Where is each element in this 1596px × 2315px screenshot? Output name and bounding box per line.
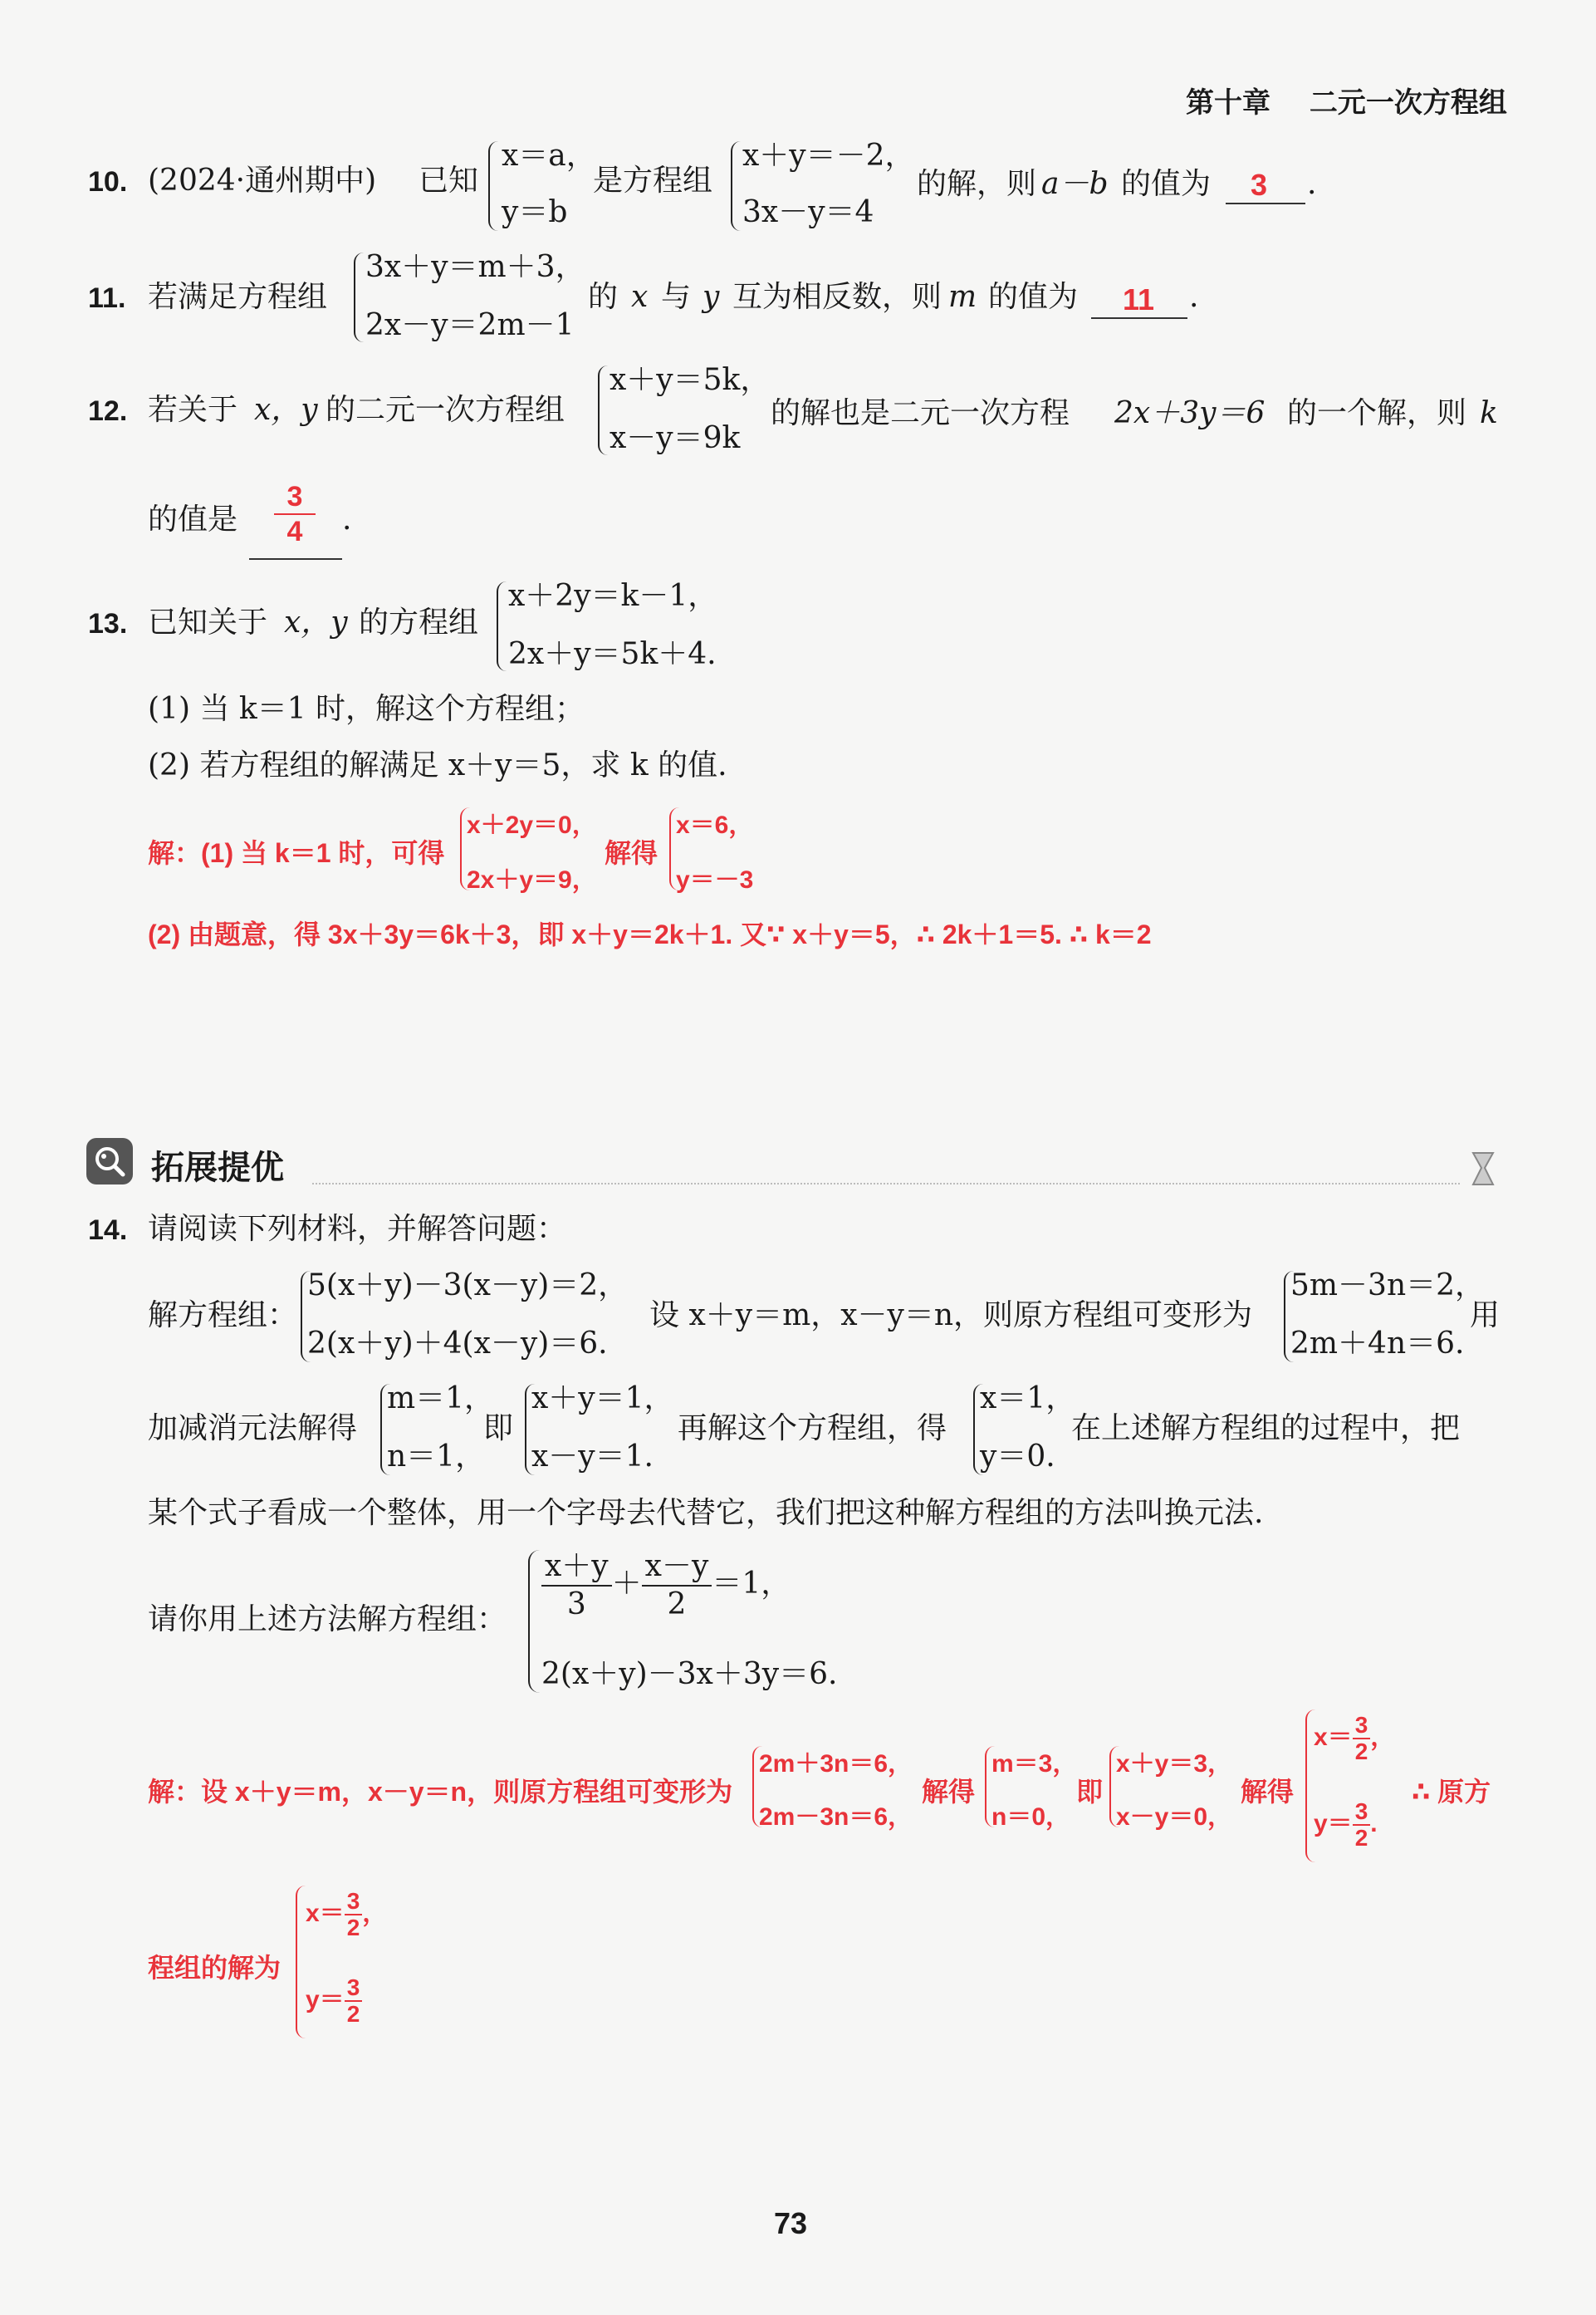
variable: m [948,280,977,314]
equation: x＋2y＝0， [467,812,597,839]
question-text: 请你用上述方法解方程组： [148,1602,507,1636]
variable: x＝ [1314,1723,1353,1751]
solution-text: 解：设 x＋y＝m，x－y＝n，则原方程组可变形为 [148,1777,733,1807]
question-number: 13. [88,608,128,640]
solution-text: ∴ 原方 [1412,1777,1491,1807]
equation: 5(x＋y)－3(x－y)＝2， [307,1268,629,1302]
equation: y＝0. [980,1440,1055,1474]
question-text: 的 [588,280,619,314]
equation: y＝－3 [676,866,754,894]
equation [306,1975,362,2027]
equation: x＝1， [980,1381,1076,1415]
brace [296,1886,306,2038]
answer-blank [249,558,342,560]
answer: 3 [1251,168,1268,202]
equation: x－y＝1. [531,1440,654,1474]
equation: x＋y＝1， [531,1381,674,1415]
question-text: 的解也是二元一次方程 [771,396,1070,430]
variable: y [703,280,720,314]
variable: y＝ [306,1985,345,2013]
question-text: 已知 [419,164,479,198]
equation: x＝a， [502,139,596,173]
answer-blank [1091,317,1187,319]
answer-fraction [274,480,316,548]
fraction-denominator: 2 [667,1587,687,1621]
equation: 2(x＋y)－3x＋3y＝6. [541,1657,838,1691]
solution-text: 解得 [1241,1777,1295,1807]
equation: m＝3， [991,1750,1078,1778]
page-number: 73 [774,2206,808,2240]
equation: 3x＋y＝m＋3， [365,250,585,284]
fraction-numerator: x－y [642,1548,712,1587]
equation [306,1889,387,1940]
expression: a－b [1041,167,1109,201]
variables: x，y [284,606,348,640]
variable: x＝ [306,1899,345,1927]
question-text: 设 x＋y＝m，x－y＝n，则原方程组可变形为 [649,1298,1253,1332]
equation [541,1548,791,1623]
brace [497,581,507,671]
equation: x＋2y＝k－1， [508,579,718,613]
section-title: 拓展提优 [151,1150,284,1186]
equation: x＋y＝－2， [742,139,915,173]
chapter-header [1186,80,1507,120]
equation [1314,1713,1395,1764]
fraction-denominator: 2 [1354,1739,1368,1764]
equation: 2m－3n＝6， [759,1803,913,1831]
question-text: 的解，则 [917,167,1037,201]
question-text: 的一个解，则 [1287,396,1467,430]
brace [488,141,498,231]
equation: n＝1， [387,1440,486,1474]
chapter-number: 第十章 [1186,87,1270,119]
question-text: 再解这个方程组，得 [678,1411,947,1445]
equation: 2x－y＝2m－1 [365,308,575,342]
sub-question: (2) 若方程组的解满足 x＋y＝5，求 k 的值. [148,748,727,782]
question-text: 的值为 [988,280,1079,314]
question-source: (2024·通州期中) [148,164,377,198]
question-text: 请阅读下列材料，并解答问题： [148,1212,567,1246]
equation [1314,1799,1378,1851]
question-text: 的方程组 [359,606,479,640]
equation: 2(x＋y)＋4(x－y)＝6. [307,1327,608,1361]
section-divider [312,1183,1460,1184]
question-text: 在上述解方程组的过程中，把 [1071,1411,1461,1445]
equation: 2m＋3n＝6， [759,1750,913,1778]
equation: y＝b [502,195,568,229]
question-text: 互为相反数，则 [732,280,942,314]
question-text: 加减消元法解得 [148,1411,358,1445]
brace [354,253,364,342]
equation: 2x＋3y＝6 [1114,396,1266,430]
hourglass-icon [1466,1150,1500,1191]
question-text: 的值是 [148,503,238,537]
question-text: 若满足方程组 [148,280,328,314]
question-text: 的二元一次方程组 [326,393,565,427]
equation: 3x－y＝4 [742,195,874,229]
fraction-denominator: 4 [286,516,303,547]
sub-question: (1) 当 k＝1 时，解这个方程组； [148,692,585,726]
fraction-denominator: 3 [566,1587,586,1621]
variable: k [1480,396,1498,430]
operator: ＋ [611,1567,642,1601]
fraction-numerator: 3 [345,1889,363,1915]
question-number: 12. [88,395,128,427]
equation: 5m－3n＝2， [1290,1268,1486,1302]
equation: x＋y＝3， [1116,1750,1233,1778]
question-text: 的值为 [1121,167,1212,201]
brace [598,365,608,455]
answer-blank [1226,203,1305,204]
solution-text: 程组的解为 [148,1953,282,1983]
question-number: 14. [88,1214,128,1246]
punctuation: ， [1370,1723,1396,1751]
variable: y＝ [1314,1809,1353,1837]
punctuation: . [1370,1809,1378,1837]
equation-rhs: ＝1， [712,1567,791,1601]
question-text: 用 [1470,1298,1501,1332]
solution-text: 解得 [605,838,658,868]
question-text: 与 [661,280,692,314]
question-text: 已知关于 [148,606,268,640]
brace [528,1550,540,1693]
solution-text: (2) 由题意，得 3x＋3y＝6k＋3，即 x＋y＝2k＋1. 又∵ x＋y＝5，∴ 2k＋1＝5. ∴ k＝2 [148,920,1152,949]
solution-text: 解得 [922,1777,976,1807]
question-number: 11. [88,282,126,314]
chapter-title: 二元一次方程组 [1309,87,1507,119]
fraction-denominator: 2 [1354,1825,1368,1851]
question-text: 即 [483,1411,514,1445]
variable: x [631,280,649,314]
equation: x－y＝9k [610,421,741,455]
equation: n＝0， [991,1803,1071,1831]
equation: x＝6， [676,812,754,839]
fraction-numerator: 3 [1353,1799,1371,1826]
fraction-numerator: 3 [1353,1713,1371,1739]
question-text: 是方程组 [593,164,713,198]
question-text: 解方程组： [148,1298,298,1332]
fraction-denominator: 2 [346,1915,360,1940]
punctuation: ， [362,1899,388,1927]
fraction-denominator: 2 [346,2001,360,2027]
question-text: 若关于 [148,393,238,427]
solution-text: 解：(1) 当 k＝1 时，可得 [148,838,445,868]
equation: 2x＋y＝9， [467,866,597,894]
equation: 2x＋y＝5k＋4. [508,637,717,671]
answer: 11 [1123,282,1155,316]
equation: x－y＝0， [1116,1803,1233,1831]
fraction-numerator: 3 [345,1975,363,2002]
brace [731,141,741,231]
question-number: 10. [88,166,128,198]
equation: 2m＋4n＝6. [1290,1327,1465,1361]
equation: m＝1， [387,1381,495,1415]
variables: x，y [254,393,318,427]
punctuation: . [1189,280,1199,314]
fraction-numerator: 3 [274,480,316,515]
equation: x＋y＝5k， [610,363,771,397]
magnifier-icon [86,1138,133,1184]
solution-text: 即 [1076,1777,1104,1807]
question-text: 某个式子看成一个整体，用一个字母去代替它，我们把这种解方程组的方法叫换元法. [148,1496,1264,1530]
punctuation: . [342,503,352,537]
punctuation: . [1307,167,1317,201]
fraction-numerator: x＋y [541,1548,612,1587]
